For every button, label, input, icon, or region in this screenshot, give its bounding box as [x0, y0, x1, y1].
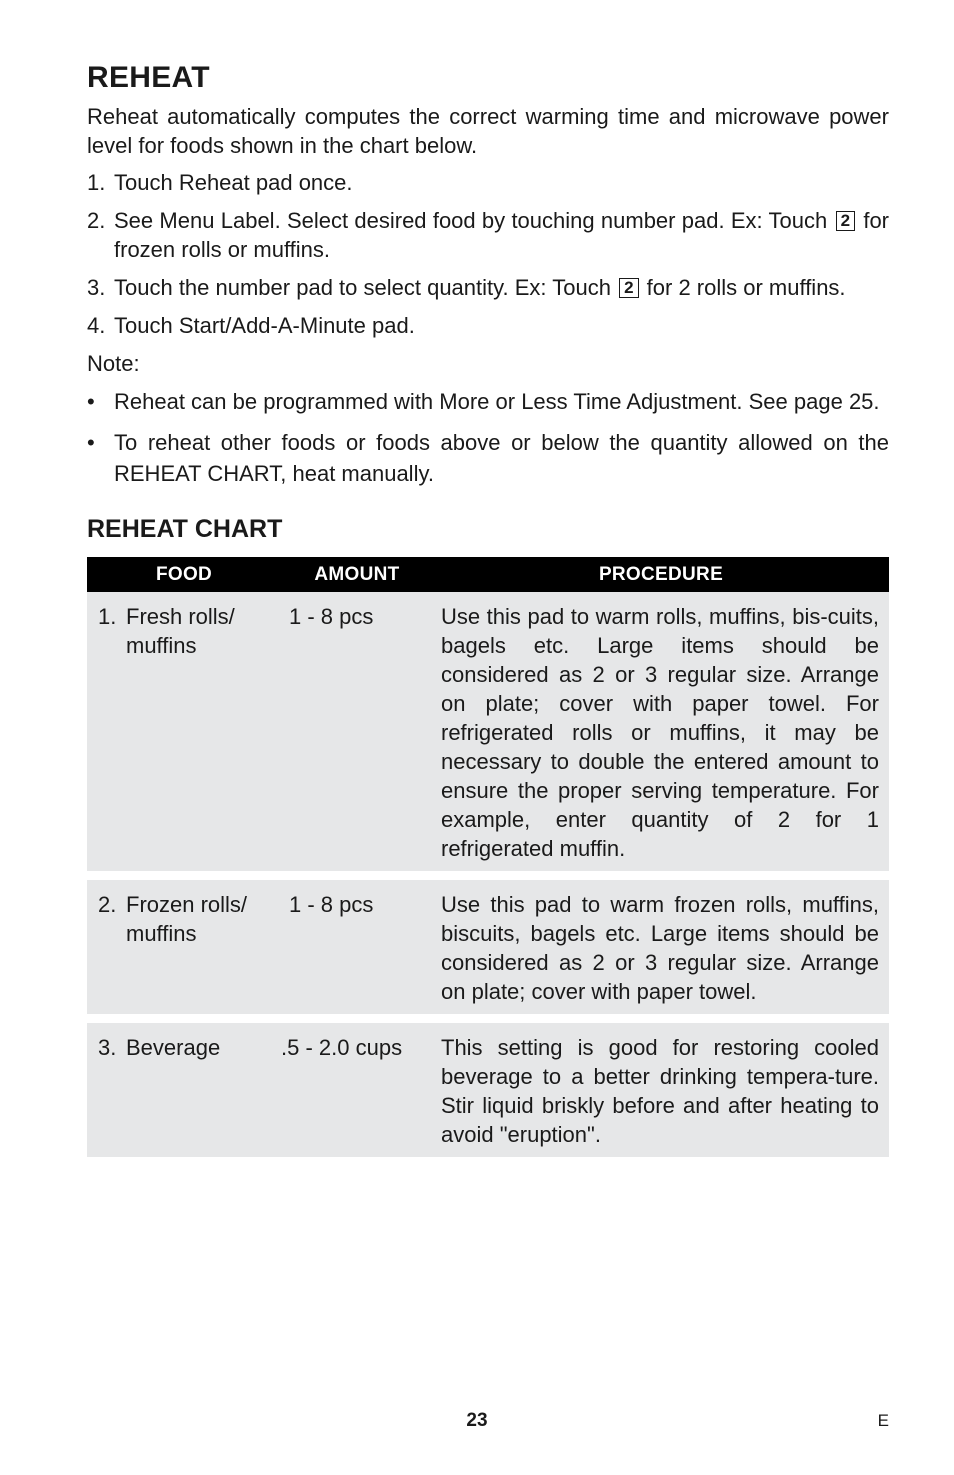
page-number: 23 — [466, 1410, 488, 1431]
amount-cell — [281, 592, 433, 876]
table-row — [87, 592, 889, 876]
step-text: See Menu Label. Select desired food by touching number pad. Ex: Touch — [114, 208, 828, 233]
page-content — [87, 58, 889, 1157]
step-item — [87, 168, 889, 197]
table-row — [87, 1019, 889, 1158]
amount-cell — [281, 876, 433, 1019]
step-number: 3. — [87, 275, 106, 300]
header-procedure: PROCEDURE — [433, 557, 889, 592]
amount-value: 1 - 8 pcs — [289, 892, 374, 917]
step-text: for 2 rolls or muffins. — [646, 275, 846, 300]
header-food: FOOD — [87, 557, 281, 592]
food-cell — [87, 1019, 281, 1158]
food-cell — [87, 876, 281, 1019]
amount-value: .5 - 2.0 cups — [281, 1035, 403, 1060]
row-number: 3. — [98, 1035, 117, 1060]
step-text: Touch Reheat pad once. — [114, 170, 353, 195]
row-number: 1. — [98, 604, 117, 629]
key-2-icon: 2 — [836, 211, 855, 231]
row-number: 2. — [98, 892, 117, 917]
steps-list — [87, 168, 889, 340]
food-name: Frozen rolls/ muffins — [126, 892, 248, 946]
amount-value: 1 - 8 pcs — [289, 604, 374, 629]
bullet-icon: • — [87, 389, 95, 414]
step-number: 1. — [87, 170, 106, 195]
note-item — [87, 386, 889, 417]
step-number: 4. — [87, 313, 106, 338]
step-text: Touch Start/Add-A-Minute pad. — [114, 313, 415, 338]
procedure-cell: Use this pad to warm frozen rolls, muffins, biscuits, bagels etc. Large items should be considered as 2 or 3 regular size. Arrange on plate; cover with paper towel. — [433, 876, 889, 1019]
notes-list — [87, 386, 889, 489]
food-name: Beverage — [126, 1035, 221, 1060]
note-text: To reheat other foods or foods above or below the quantity allowed on the REHEAT CHART, heat manually. — [114, 430, 889, 486]
food-name: Fresh rolls/ muffins — [126, 604, 235, 658]
note-text: Reheat can be programmed with More or Less Time Adjustment. See page 25. — [114, 389, 880, 414]
step-text: Touch the number pad to select quantity. Ex: Touch — [114, 275, 611, 300]
step-item — [87, 206, 889, 264]
step-item — [87, 273, 889, 302]
header-amount: AMOUNT — [281, 557, 433, 592]
key-2-icon: 2 — [619, 278, 638, 298]
food-cell — [87, 592, 281, 876]
procedure-cell: Use this pad to warm rolls, muffins, bis-cuits, bagels etc. Large items should be considered as 2 or 3 regular size. Arrange on plate; cover with paper towel. For refrigerated rolls or muffins, it may be necessary to double the entered amount to ensure the proper serving temperature. For example, enter quantity of 2 for 1 refrigerated muffin. — [433, 592, 889, 876]
intro-paragraph: Reheat automatically computes the correct warming time and microwave power level for foods shown in the chart below. — [87, 104, 889, 158]
note-item — [87, 427, 889, 489]
chart-title: REHEAT CHART — [87, 515, 283, 543]
table-row — [87, 876, 889, 1019]
step-text: for frozen rolls or muffins. — [114, 208, 890, 262]
page-title: REHEAT — [87, 61, 210, 94]
bullet-icon: • — [87, 430, 95, 455]
step-number: 2. — [87, 208, 106, 233]
amount-cell — [281, 1019, 433, 1158]
table-header-row — [87, 557, 889, 592]
step-item — [87, 311, 889, 340]
note-label: Note: — [87, 351, 140, 376]
reheat-chart-table — [87, 557, 889, 1157]
language-marker: E — [877, 1411, 889, 1430]
procedure-cell: This setting is good for restoring cooled beverage to a better drinking tempera-ture. Stir liquid briskly before and after heating to avoid "eruption". — [433, 1019, 889, 1158]
